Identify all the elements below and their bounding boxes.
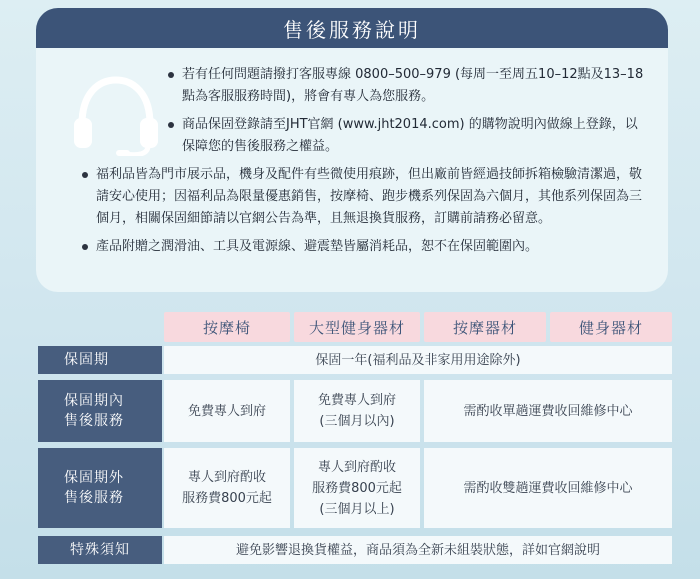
outside-large-fitness-line1: 專人到府酌收 xyxy=(317,459,396,475)
outside-massage-chair-line1: 專人到府酌收 xyxy=(187,470,266,485)
outside-massage-chair-line2: 服務費800元起 xyxy=(182,491,272,506)
bullet-refurbished: 福利品皆為門市展示品，機身及配件有些微使用痕跡，但出廠前皆經過技師拆箱檢驗清潔過，敬請安心使用；因福利品為限量優惠銷售，按摩椅、跑步機系列保固為六個月，其他系列保固為三個月，相關保固細節請以官網公告為準，且無退換貨服務，訂購前請務必留意。 xyxy=(82,164,648,230)
row-label-outside-warranty xyxy=(38,448,162,528)
row-label-warranty: 保固期 xyxy=(38,346,162,374)
row-label-within-line2: 售後服務 xyxy=(64,413,124,429)
contact-bullets xyxy=(168,64,648,164)
within-large-fitness-line1: 免費專人到府 xyxy=(317,393,396,408)
within-large-fitness-line2: (三個月以內) xyxy=(319,414,395,429)
row-label-outside-line1: 保固期外 xyxy=(64,470,124,486)
service-info-card xyxy=(36,8,668,292)
row-label-within-line1: 保固期內 xyxy=(64,393,124,409)
bullet-registration: 商品保固登錄請至JHT官網 (www.jht2014.com) 的購物說明內做線上登錄，以保障您的售後服務之權益。 xyxy=(168,114,648,158)
policy-bullets xyxy=(82,164,648,264)
within-massage-chair-cell: 免費專人到府 xyxy=(164,380,290,442)
row-label-notice: 特殊須知 xyxy=(38,536,162,564)
header-massage-equipment: 按摩器材 xyxy=(424,312,546,342)
outside-massage-chair-cell xyxy=(164,448,290,528)
page-title: 售後服務說明 xyxy=(36,8,668,48)
header-massage-chair: 按摩椅 xyxy=(164,312,290,342)
notice-value: 避免影響退換貨權益，商品須為全新未組裝狀態，詳如官網說明 xyxy=(164,536,672,564)
outside-large-fitness-line2: 服務費800元起 xyxy=(312,480,402,496)
header-large-fitness: 大型健身器材 xyxy=(294,312,420,342)
outside-large-fitness-cell xyxy=(294,448,420,528)
headset-icon xyxy=(68,74,164,156)
row-label-outside-line2: 售後服務 xyxy=(64,490,124,506)
outside-other-cell: 需酌收雙趟運費收回維修中心 xyxy=(424,448,672,528)
within-other-cell: 需酌收單趟運費收回維修中心 xyxy=(424,380,672,442)
warranty-value: 保固一年(福利品及非家用用途除外) xyxy=(164,346,672,374)
outside-large-fitness-line3: (三個月以上) xyxy=(319,501,395,517)
bullet-hotline: 若有任何問題請撥打客服專線 0800–500–979 (每周一至周五10–12點及13–18點為客服服務時間)，將會有專人為您服務。 xyxy=(168,64,648,108)
header-fitness-equipment: 健身器材 xyxy=(550,312,672,342)
within-large-fitness-cell xyxy=(294,380,420,442)
row-label-within-warranty xyxy=(38,380,162,442)
bullet-consumables: 產品附贈之潤滑油、工具及電源線、避震墊皆屬消耗品，恕不在保固範圍內。 xyxy=(82,236,648,258)
